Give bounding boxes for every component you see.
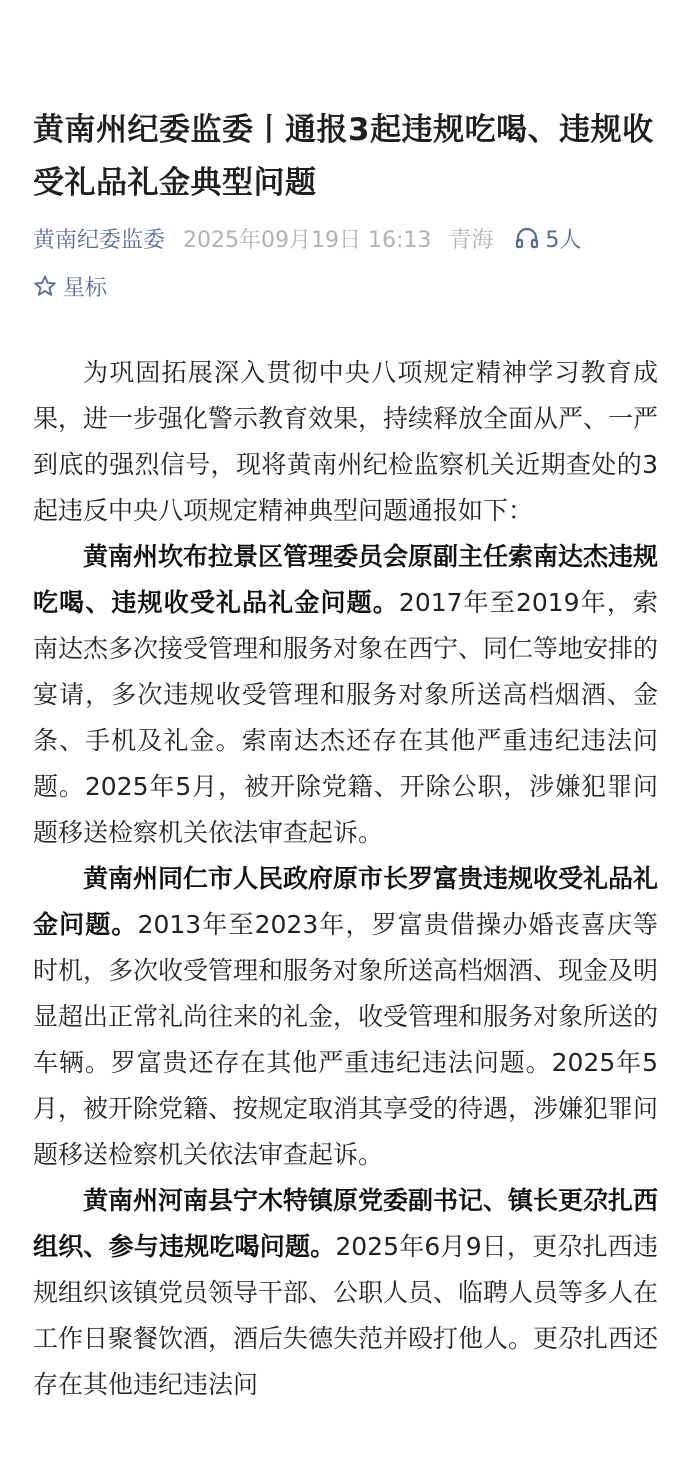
star-outline-icon <box>33 274 57 298</box>
star-label: 星标 <box>63 275 108 301</box>
case-text-3: 2025年6月9日，更尕扎西违规组织该镇党员领导干部、公职人员、临聘人员等多人在工作日聚餐饮酒，酒后失德失范并殴打他人。更尕扎西还存在其他违纪违法问 <box>33 1232 659 1399</box>
case-text-1: 2017年至2019年，索南达杰多次接受管理和服务对象在西宁、同仁等地安排的宴请，多次违规收受管理和服务对象所送高档烟酒、金条、手机及礼金。索南达杰还存在其他严重违纪违法问题。2025年5月，被开除党籍、开除公职，涉嫌犯罪问题移送检察机关依法审查起诉。 <box>33 588 659 847</box>
publish-location: 青海 <box>449 227 494 253</box>
article-title: 黄南州纪委监委丨通报3起违规吃喝、违规收受礼品礼金典型问题 <box>33 112 654 201</box>
case-paragraph-1 <box>33 534 658 856</box>
headphones-icon <box>515 227 539 249</box>
publish-date: 2025年09月19日 16:13 <box>183 227 432 253</box>
case-paragraph-2 <box>33 856 658 1178</box>
article-meta <box>33 220 673 256</box>
case-heading-1: 黄南州坎布拉景区管理委员会原副主任索南达杰违规吃喝、违规收受礼品礼金问题。 <box>33 542 659 617</box>
listen-button[interactable] <box>515 223 581 254</box>
listen-count: 5人 <box>545 227 582 253</box>
case-heading-2: 黄南州同仁市人民政府原市长罗富贵违规收受礼品礼金问题。 <box>33 864 659 939</box>
case-heading-3: 黄南州河南县宁木特镇原党委副书记、镇长更尕扎西组织、参与违规吃喝问题。 <box>33 1186 659 1261</box>
case-paragraph-3 <box>33 1178 658 1408</box>
star-button[interactable] <box>33 268 107 304</box>
case-text-2: 2013年至2023年，罗富贵借操办婚丧喜庆等时机，多次收受管理和服务对象所送高档烟酒、现金及明显超出正常礼尚往来的礼金，收受管理和服务对象所送的车辆。罗富贵还存在其他严重违纪违法问题。2025年5月，被开除党籍、按规定取消其享受的待遇，涉嫌犯罪问题移送检察机关依法审查起诉。 <box>33 910 659 1169</box>
intro-paragraph: 为巩固拓展深入贯彻中央八项规定精神学习教育成果，进一步强化警示教育效果，持续释放全面从严、一严到底的强烈信号，现将黄南州纪检监察机关近期查处的3起违反中央八项规定精神典型问题通报如下： <box>33 358 659 525</box>
article-body <box>33 350 658 1408</box>
account-name-link[interactable]: 黄南纪委监委 <box>33 227 166 253</box>
